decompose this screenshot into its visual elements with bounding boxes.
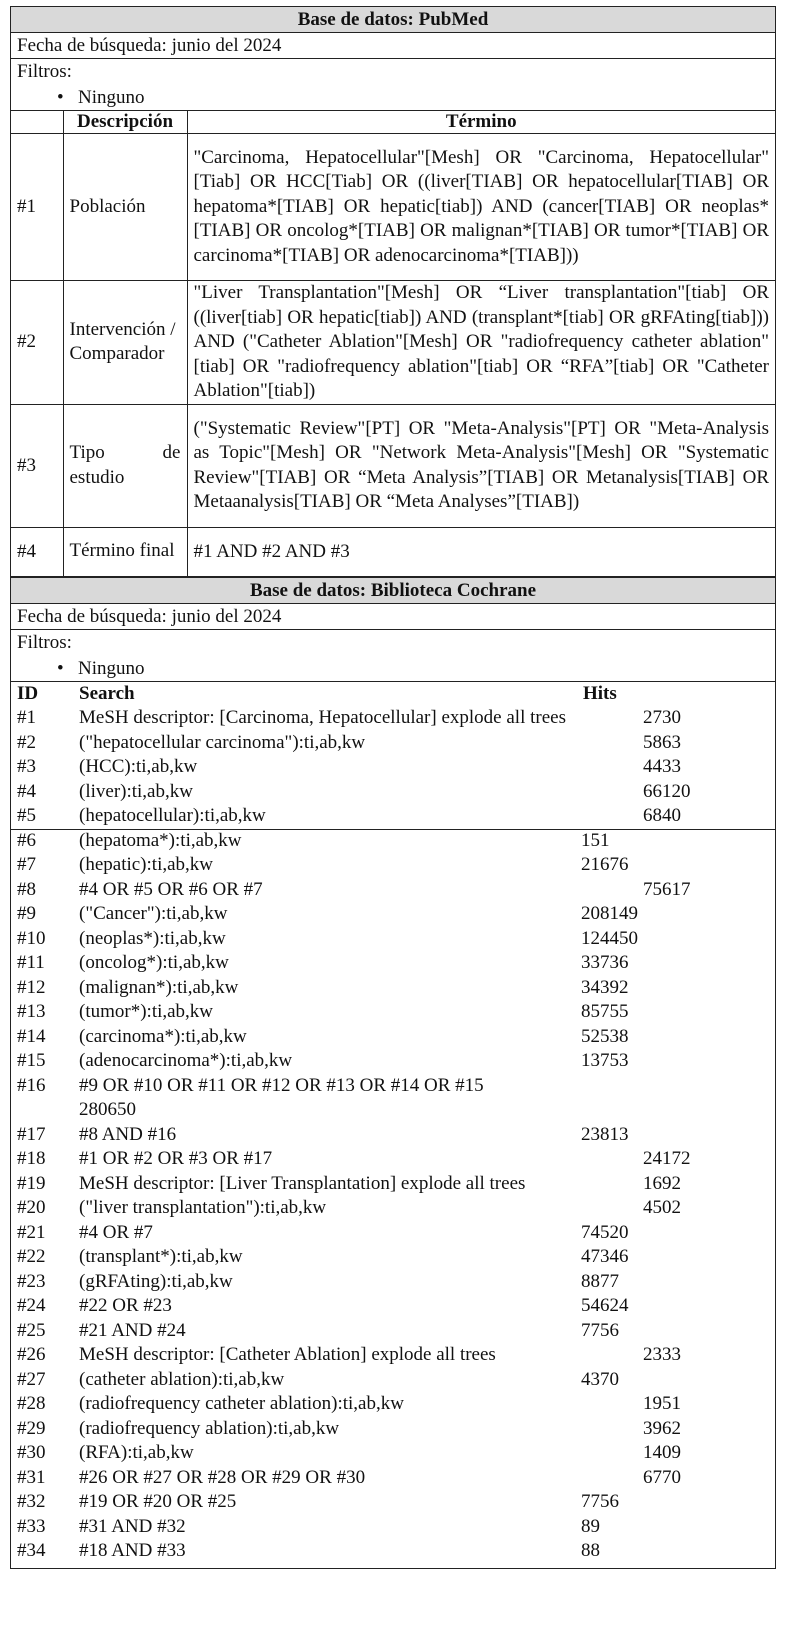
pubmed-row bbox=[11, 281, 775, 405]
cochrane-row-id: #24 bbox=[17, 1295, 46, 1316]
cochrane-row-hits: 4433 bbox=[643, 756, 681, 777]
cochrane-search-date: Fecha de búsqueda: junio del 2024 bbox=[11, 604, 775, 630]
bullet-icon: • bbox=[57, 87, 64, 108]
cochrane-filters bbox=[11, 630, 775, 682]
pubmed-row-term: "Liver Transplantation"[Mesh] OR “Liver transplantation"[tiab] OR ((liver[tiab] OR hepatic[tiab]) AND (transplant*[tiab] OR gRFAting[tiab])) AND ("Catheter Ablation"[Mesh] OR "radiofrequency catheter ablation"[tiab] OR "radiofrequency ablation"[tiab] OR “RFA”[tiab] OR "Catheter Ablation"[tiab]) bbox=[187, 281, 775, 405]
cochrane-row bbox=[11, 1319, 775, 1344]
cochrane-row-search: (adenocarcinoma*):ti,ab,kw bbox=[79, 1050, 293, 1071]
cochrane-row-search: #22 OR #23 bbox=[79, 1295, 172, 1316]
cochrane-row bbox=[11, 1196, 775, 1221]
cochrane-row bbox=[11, 976, 775, 1001]
cochrane-row-search: (gRFAting):ti,ab,kw bbox=[79, 1270, 233, 1292]
pubmed-search-date: Fecha de búsqueda: junio del 2024 bbox=[11, 33, 775, 59]
cochrane-row-id: #1 bbox=[17, 707, 36, 728]
pubmed-row-id: #3 bbox=[11, 404, 63, 527]
cochrane-row-id: #4 bbox=[17, 780, 36, 802]
cochrane-row-search: (hepatoma*):ti,ab,kw bbox=[79, 829, 242, 851]
cochrane-row bbox=[11, 804, 775, 829]
pubmed-row-term: #1 AND #2 AND #3 bbox=[187, 527, 775, 576]
cochrane-row bbox=[11, 829, 775, 854]
pubmed-row bbox=[11, 527, 775, 576]
cochrane-row-search: (RFA):ti,ab,kw bbox=[79, 1442, 194, 1463]
cochrane-row-id: #7 bbox=[17, 854, 36, 875]
cochrane-row-search: (HCC):ti,ab,kw bbox=[79, 756, 198, 777]
cochrane-row-id: #15 bbox=[17, 1050, 46, 1071]
cochrane-title: Base de datos: Biblioteca Cochrane bbox=[11, 577, 775, 604]
cochrane-row bbox=[11, 1221, 775, 1246]
pubmed-row-id: #4 bbox=[11, 527, 63, 576]
cochrane-row bbox=[11, 878, 775, 903]
cochrane-row-search: MeSH descriptor: [Catheter Ablation] explode all trees bbox=[79, 1344, 496, 1365]
cochrane-row bbox=[11, 755, 775, 780]
cochrane-row-hits: 52538 bbox=[581, 1025, 629, 1047]
cochrane-row-id: #2 bbox=[17, 731, 36, 753]
cochrane-row-id: #23 bbox=[17, 1270, 46, 1292]
pubmed-row bbox=[11, 134, 775, 281]
bullet-icon: • bbox=[57, 657, 64, 679]
pubmed-row-description: Término final bbox=[63, 527, 187, 576]
cochrane-row bbox=[11, 731, 775, 756]
cochrane-row-search: #1 OR #2 OR #3 OR #17 bbox=[79, 1148, 273, 1169]
cochrane-row-id: #14 bbox=[17, 1025, 46, 1047]
cochrane-row-id: #9 bbox=[17, 903, 36, 924]
cochrane-row-id: #31 bbox=[17, 1466, 46, 1488]
pubmed-filter-item: • Ninguno bbox=[57, 87, 145, 108]
cochrane-row bbox=[11, 1049, 775, 1074]
cochrane-row-id: #27 bbox=[17, 1368, 46, 1390]
cochrane-row-search: MeSH descriptor: [Liver Transplantation] explode all trees bbox=[79, 1172, 526, 1194]
pubmed-row-term: "Carcinoma, Hepatocellular"[Mesh] OR "Carcinoma, Hepatocellular"[Tiab] OR HCC[Tiab] OR ((liver[TIAB] OR hepatocellular[TIAB] OR hepatoma*[TIAB] OR hepatic[tiab]) AND (cancer[TIAB] OR neoplas*[TIAB] OR oncolog*[TIAB] OR malignan*[TIAB] OR tumor*[TIAB] OR carcinoma*[TIAB] OR adenocarcinoma*[TIAB])) bbox=[187, 134, 775, 281]
pubmed-header-term: Término bbox=[187, 111, 775, 134]
cochrane-row-hits: 7756 bbox=[581, 1491, 619, 1512]
cochrane-row bbox=[11, 1515, 775, 1540]
cochrane-row-id: #8 bbox=[17, 878, 36, 900]
cochrane-row bbox=[11, 1270, 775, 1295]
pubmed-filters-label: Filtros: bbox=[17, 61, 72, 82]
cochrane-row-search: #21 AND #24 bbox=[79, 1319, 186, 1341]
cochrane-row-hits: 54624 bbox=[581, 1295, 629, 1316]
cochrane-row bbox=[11, 1245, 775, 1270]
cochrane-row bbox=[11, 1368, 775, 1393]
cochrane-row bbox=[11, 1539, 775, 1564]
cochrane-row-hits: 89 bbox=[581, 1515, 600, 1537]
cochrane-row-search: (oncolog*):ti,ab,kw bbox=[79, 952, 229, 973]
cochrane-row-hits: 1692 bbox=[643, 1172, 681, 1194]
cochrane-row-search: #18 AND #33 bbox=[79, 1540, 186, 1561]
cochrane-row-search: ("Cancer"):ti,ab,kw bbox=[79, 903, 228, 924]
pubmed-filters bbox=[11, 59, 775, 111]
cochrane-row bbox=[11, 1000, 775, 1025]
pubmed-title: Base de datos: PubMed bbox=[11, 7, 775, 33]
cochrane-row-id: #11 bbox=[17, 952, 45, 973]
cochrane-row-hits: 4370 bbox=[581, 1368, 619, 1390]
cochrane-row bbox=[11, 1123, 775, 1148]
cochrane-row-hits: 151 bbox=[581, 829, 610, 851]
cochrane-row-search: #19 OR #20 OR #25 bbox=[79, 1491, 237, 1512]
cochrane-row-search: #8 AND #16 bbox=[79, 1123, 177, 1145]
cochrane-row bbox=[11, 780, 775, 805]
pubmed-header-description: Descripción bbox=[63, 111, 187, 134]
cochrane-row-search: (tumor*):ti,ab,kw bbox=[79, 1001, 214, 1022]
cochrane-row-id: #21 bbox=[17, 1221, 46, 1243]
cochrane-row-hits: 47346 bbox=[581, 1246, 629, 1267]
cochrane-row-search: (carcinoma*):ti,ab,kw bbox=[79, 1025, 247, 1047]
cochrane-row-search: (radiofrequency ablation):ti,ab,kw bbox=[79, 1417, 340, 1439]
cochrane-row bbox=[11, 951, 775, 976]
cochrane-row bbox=[11, 1343, 775, 1368]
cochrane-row bbox=[11, 927, 775, 952]
cochrane-row-hits: 4502 bbox=[643, 1197, 681, 1218]
cochrane-row-id: #20 bbox=[17, 1197, 46, 1218]
cochrane-row-hits: 23813 bbox=[581, 1123, 629, 1145]
cochrane-row-hits: 21676 bbox=[581, 854, 629, 875]
cochrane-row bbox=[11, 1294, 775, 1319]
cochrane-row-hits: 1409 bbox=[643, 1442, 681, 1463]
cochrane-row-search: (catheter ablation):ti,ab,kw bbox=[79, 1368, 285, 1390]
cochrane-search-table bbox=[11, 682, 775, 1568]
cochrane-row bbox=[11, 706, 775, 731]
pubmed-row-description: Población bbox=[63, 134, 187, 281]
cochrane-filters-label: Filtros: bbox=[17, 631, 72, 653]
cochrane-row-hits: 74520 bbox=[581, 1221, 629, 1243]
cochrane-row-hits: 2333 bbox=[643, 1344, 681, 1365]
cochrane-row-hits: 124450 bbox=[581, 927, 638, 949]
cochrane-row-search: (hepatic):ti,ab,kw bbox=[79, 854, 214, 875]
cochrane-row-hits: 7756 bbox=[581, 1319, 619, 1341]
cochrane-row-id: #29 bbox=[17, 1417, 46, 1439]
cochrane-row-hits: 88 bbox=[581, 1540, 600, 1561]
cochrane-row-search: (transplant*):ti,ab,kw bbox=[79, 1246, 243, 1267]
cochrane-row-hits: 85755 bbox=[581, 1001, 629, 1022]
pubmed-table bbox=[11, 111, 775, 577]
cochrane-row-id: #25 bbox=[17, 1319, 46, 1341]
cochrane-row-hits: 280650 bbox=[79, 1099, 136, 1120]
pubmed-row-description: Intervención / Comparador bbox=[63, 281, 187, 405]
cochrane-row-id: #6 bbox=[17, 829, 36, 851]
cochrane-row bbox=[11, 1441, 775, 1466]
cochrane-row-search: #4 OR #5 OR #6 OR #7 bbox=[79, 878, 263, 900]
pubmed-row-term: ("Systematic Review"[PT] OR "Meta-Analysis"[PT] OR "Meta-Analysis as Topic"[Mesh] OR "Network Meta-Analysis"[Mesh] OR "Systematic Review"[TIAB] OR “Meta Analysis”[TIAB] OR Metanalysis[TIAB] OR Metaanalysis[TIAB] OR “Meta Analyses”[TIAB]) bbox=[187, 404, 775, 527]
cochrane-row-hits: 5863 bbox=[643, 731, 681, 753]
cochrane-row bbox=[11, 1025, 775, 1050]
cochrane-row-hits: 66120 bbox=[643, 780, 691, 802]
cochrane-header-hits: Hits bbox=[583, 682, 617, 704]
cochrane-row-id: #3 bbox=[17, 756, 36, 777]
cochrane-row-hits: 75617 bbox=[643, 878, 691, 900]
cochrane-row bbox=[11, 1147, 775, 1172]
cochrane-row-id: #12 bbox=[17, 976, 46, 998]
cochrane-row-hits: 24172 bbox=[643, 1148, 691, 1169]
cochrane-row bbox=[11, 1417, 775, 1442]
cochrane-row bbox=[11, 902, 775, 927]
cochrane-row bbox=[11, 1466, 775, 1491]
cochrane-row-hits: 3962 bbox=[643, 1417, 681, 1439]
cochrane-row-id: #10 bbox=[17, 927, 46, 949]
cochrane-row-search: #9 OR #10 OR #11 OR #12 OR #13 OR #14 OR #15 bbox=[79, 1074, 484, 1096]
cochrane-header-search: Search bbox=[79, 682, 135, 704]
cochrane-row-hits: 34392 bbox=[581, 976, 629, 998]
cochrane-row bbox=[11, 1490, 775, 1515]
cochrane-row-id: #34 bbox=[17, 1540, 46, 1561]
cochrane-row bbox=[11, 1074, 775, 1123]
cochrane-header-row bbox=[11, 682, 775, 707]
cochrane-row-id: #30 bbox=[17, 1442, 46, 1463]
cochrane-row-id: #22 bbox=[17, 1246, 46, 1267]
pubmed-row-description: Tipo de estudio bbox=[63, 404, 187, 527]
cochrane-row bbox=[11, 1172, 775, 1197]
cochrane-row-search: #4 OR #7 bbox=[79, 1221, 153, 1243]
cochrane-row-id: #19 bbox=[17, 1172, 46, 1194]
cochrane-row-id: #5 bbox=[17, 805, 36, 826]
cochrane-row-id: #28 bbox=[17, 1393, 46, 1414]
cochrane-row-search: MeSH descriptor: [Carcinoma, Hepatocellular] explode all trees bbox=[79, 707, 566, 728]
cochrane-row-search: (malignan*):ti,ab,kw bbox=[79, 976, 239, 998]
cochrane-row-id: #13 bbox=[17, 1001, 46, 1022]
pubmed-header-row bbox=[11, 111, 775, 134]
cochrane-row-search: ("liver transplantation"):ti,ab,kw bbox=[79, 1197, 327, 1218]
cochrane-row-search: #26 OR #27 OR #28 OR #29 OR #30 bbox=[79, 1466, 366, 1488]
cochrane-row-search: ("hepatocellular carcinoma"):ti,ab,kw bbox=[79, 731, 366, 753]
cochrane-row-hits: 1951 bbox=[643, 1393, 681, 1414]
cochrane-row-search: #31 AND #32 bbox=[79, 1515, 186, 1537]
cochrane-row bbox=[11, 1392, 775, 1417]
cochrane-header-id: ID bbox=[17, 682, 39, 704]
cochrane-row-id: #32 bbox=[17, 1491, 46, 1512]
cochrane-filter-item: • Ninguno bbox=[57, 657, 145, 679]
cochrane-row-hits: 6840 bbox=[643, 805, 681, 826]
cochrane-row bbox=[11, 853, 775, 878]
cochrane-row-hits: 13753 bbox=[581, 1050, 629, 1071]
cochrane-row-id: #26 bbox=[17, 1344, 46, 1365]
cochrane-row-hits: 33736 bbox=[581, 952, 629, 973]
pubmed-row-id: #1 bbox=[11, 134, 63, 281]
cochrane-row-search: (radiofrequency catheter ablation):ti,ab,kw bbox=[79, 1393, 404, 1414]
cochrane-row-search: (liver):ti,ab,kw bbox=[79, 780, 193, 802]
cochrane-row-hits: 2730 bbox=[643, 707, 681, 728]
pubmed-header-id bbox=[11, 111, 63, 134]
cochrane-row-hits: 8877 bbox=[581, 1270, 619, 1292]
cochrane-row-hits: 208149 bbox=[581, 903, 638, 924]
pubmed-row-id: #2 bbox=[11, 281, 63, 405]
cochrane-row-search: (hepatocellular):ti,ab,kw bbox=[79, 805, 266, 826]
cochrane-row-search: (neoplas*):ti,ab,kw bbox=[79, 927, 226, 949]
search-strategy-document bbox=[10, 6, 776, 1569]
cochrane-row-id: #33 bbox=[17, 1515, 46, 1537]
cochrane-row-id: #16 bbox=[17, 1074, 46, 1096]
cochrane-row-hits: 6770 bbox=[643, 1466, 681, 1488]
pubmed-row bbox=[11, 404, 775, 527]
cochrane-row-id: #17 bbox=[17, 1123, 46, 1145]
cochrane-row-id: #18 bbox=[17, 1148, 46, 1169]
